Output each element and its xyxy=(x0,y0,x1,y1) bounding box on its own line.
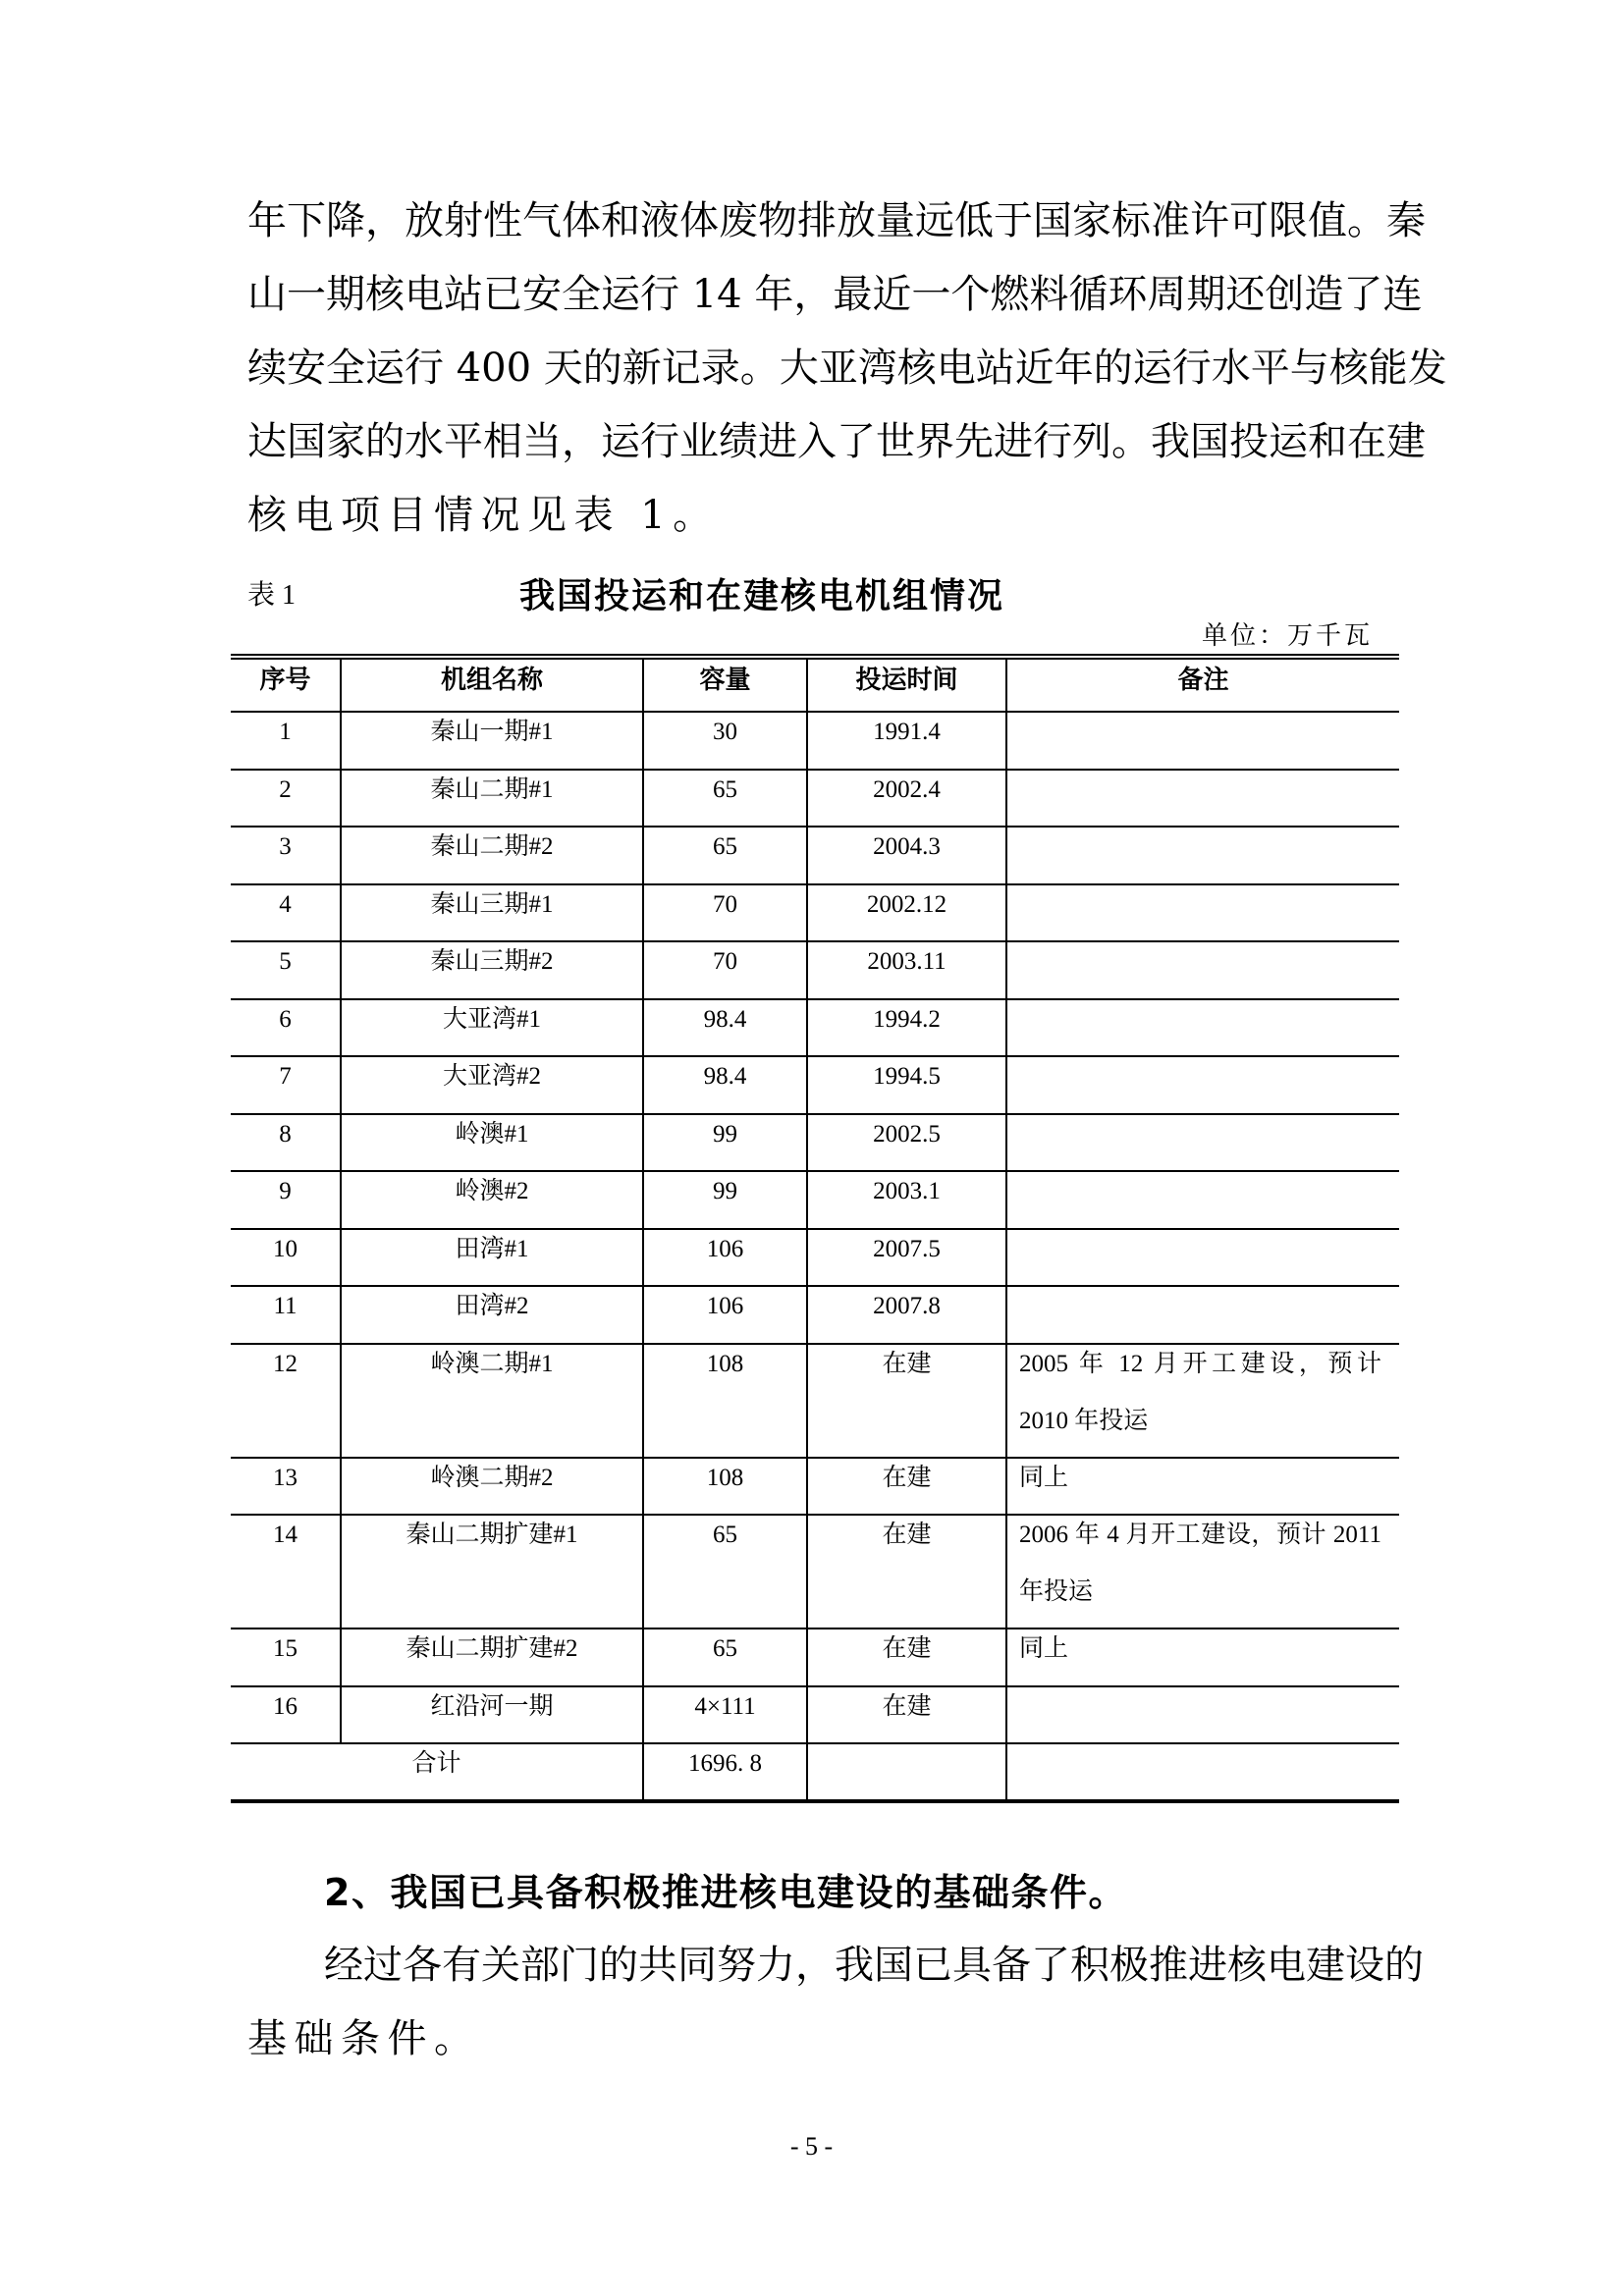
cell-name: 秦山三期#2 xyxy=(341,941,643,999)
cell-capacity: 106 xyxy=(643,1229,807,1287)
paragraph-line: 基础条件。 xyxy=(247,2016,481,2061)
paragraph-line: 山一期核电站已安全运行 14 年，最近一个燃料循环周期还创造了连 xyxy=(247,272,1423,317)
cell-date: 2003.11 xyxy=(807,941,1006,999)
cell-note xyxy=(1006,827,1399,884)
cell-capacity: 70 xyxy=(643,884,807,942)
cell-note xyxy=(1006,1229,1399,1287)
note-text: 同上 xyxy=(1019,1635,1069,1662)
cell-capacity: 108 xyxy=(643,1344,807,1458)
cell-no: 4 xyxy=(231,884,341,942)
table-row xyxy=(231,1114,1399,1172)
cell-name: 田湾#1 xyxy=(341,1229,643,1287)
table-row xyxy=(231,1515,1399,1629)
total-label: 合计 xyxy=(231,1743,643,1801)
table-row xyxy=(231,884,1399,942)
cell-no: 16 xyxy=(231,1686,341,1744)
cell-note xyxy=(1006,884,1399,942)
cell-date: 在建 xyxy=(807,1686,1006,1744)
note-text: 2006 年 4 月开工建设，预计 2011 年投运 xyxy=(1019,1522,1381,1605)
cell-capacity: 99 xyxy=(643,1171,807,1229)
table-row xyxy=(231,1686,1399,1744)
cell-note xyxy=(1006,1344,1399,1458)
cell-no: 3 xyxy=(231,827,341,884)
cell-capacity: 65 xyxy=(643,1629,807,1686)
cell-date: 2007.8 xyxy=(807,1286,1006,1344)
table-caption-label: 表 1 xyxy=(247,580,297,611)
cell-name: 红沿河一期 xyxy=(341,1686,643,1744)
table-row xyxy=(231,1056,1399,1114)
cell-name: 秦山二期扩建#2 xyxy=(341,1629,643,1686)
table-header-row xyxy=(231,657,1399,712)
cell-capacity: 70 xyxy=(643,941,807,999)
table-title: 我国投运和在建核电机组情况 xyxy=(518,576,1004,616)
cell-note xyxy=(1006,941,1399,999)
total-capacity: 1696. 8 xyxy=(643,1743,807,1801)
cell-capacity: 99 xyxy=(643,1114,807,1172)
note-text: 同上 xyxy=(1019,1464,1069,1491)
cell-no: 14 xyxy=(231,1515,341,1629)
cell-no: 6 xyxy=(231,999,341,1057)
paragraph-line: 续安全运行 400 天的新记录。大亚湾核电站近年的运行水平与核能发 xyxy=(247,346,1447,391)
section-heading: 2、我国已具备积极推进核电建设的基础条件。 xyxy=(324,1871,1127,1914)
total-note xyxy=(1006,1743,1399,1801)
table-body xyxy=(231,712,1399,1743)
cell-name: 秦山二期#1 xyxy=(341,770,643,828)
cell-capacity: 65 xyxy=(643,770,807,828)
cell-no: 11 xyxy=(231,1286,341,1344)
cell-note xyxy=(1006,1114,1399,1172)
cell-no: 15 xyxy=(231,1629,341,1686)
cell-note xyxy=(1006,1171,1399,1229)
total-date xyxy=(807,1743,1006,1801)
cell-capacity: 98.4 xyxy=(643,999,807,1057)
cell-name: 岭澳二期#1 xyxy=(341,1344,643,1458)
column-header-note: 备注 xyxy=(1006,657,1399,712)
cell-note xyxy=(1006,1515,1399,1629)
paragraph-line: 核电项目情况见表 1。 xyxy=(247,493,720,538)
paragraph-line: 经过各有关部门的共同努力，我国已具备了积极推进核电建设的 xyxy=(324,1943,1424,1988)
table-row xyxy=(231,1229,1399,1287)
cell-note xyxy=(1006,1686,1399,1744)
table-unit-label: 单位：万千瓦 xyxy=(1201,621,1373,651)
table-row xyxy=(231,712,1399,770)
cell-no: 8 xyxy=(231,1114,341,1172)
cell-note xyxy=(1006,712,1399,770)
page-number: - 5 - xyxy=(789,2132,834,2161)
cell-no: 9 xyxy=(231,1171,341,1229)
cell-capacity: 30 xyxy=(643,712,807,770)
cell-no: 2 xyxy=(231,770,341,828)
cell-date: 2002.5 xyxy=(807,1114,1006,1172)
cell-name: 岭澳#2 xyxy=(341,1171,643,1229)
cell-date: 2004.3 xyxy=(807,827,1006,884)
table-row xyxy=(231,827,1399,884)
cell-note xyxy=(1006,999,1399,1057)
table-row xyxy=(231,1629,1399,1686)
cell-date: 在建 xyxy=(807,1629,1006,1686)
table-row xyxy=(231,770,1399,828)
cell-name: 岭澳#1 xyxy=(341,1114,643,1172)
nuclear-units-table xyxy=(231,654,1399,1803)
cell-date: 在建 xyxy=(807,1458,1006,1516)
cell-capacity: 108 xyxy=(643,1458,807,1516)
cell-no: 13 xyxy=(231,1458,341,1516)
cell-name: 秦山二期扩建#1 xyxy=(341,1515,643,1629)
cell-capacity: 65 xyxy=(643,827,807,884)
table-row xyxy=(231,1344,1399,1458)
cell-note xyxy=(1006,1629,1399,1686)
column-header-name: 机组名称 xyxy=(341,657,643,712)
table-row xyxy=(231,941,1399,999)
cell-date: 在建 xyxy=(807,1515,1006,1629)
cell-date: 在建 xyxy=(807,1344,1006,1458)
cell-capacity: 65 xyxy=(643,1515,807,1629)
cell-capacity: 106 xyxy=(643,1286,807,1344)
cell-name: 田湾#2 xyxy=(341,1286,643,1344)
cell-capacity: 98.4 xyxy=(643,1056,807,1114)
cell-name: 大亚湾#1 xyxy=(341,999,643,1057)
note-text: 2005 年 12 月开工建设，预计 2010 年投运 xyxy=(1019,1350,1381,1434)
column-header-no: 序号 xyxy=(259,666,311,695)
cell-date: 1991.4 xyxy=(807,712,1006,770)
cell-no: 12 xyxy=(231,1344,341,1458)
table-row xyxy=(231,999,1399,1057)
paragraph-line: 达国家的水平相当，运行业绩进入了世界先进行列。我国投运和在建 xyxy=(247,419,1426,464)
cell-no: 5 xyxy=(231,941,341,999)
column-header-capacity: 容量 xyxy=(643,657,807,712)
cell-name: 秦山三期#1 xyxy=(341,884,643,942)
cell-date: 2002.4 xyxy=(807,770,1006,828)
cell-no: 10 xyxy=(231,1229,341,1287)
cell-date: 1994.5 xyxy=(807,1056,1006,1114)
paragraph-line: 年下降，放射性气体和液体废物排放量远低于国家标准许可限值。秦 xyxy=(247,198,1426,243)
cell-date: 2003.1 xyxy=(807,1171,1006,1229)
cell-name: 秦山一期#1 xyxy=(341,712,643,770)
table-total-row xyxy=(231,1743,1399,1801)
cell-name: 大亚湾#2 xyxy=(341,1056,643,1114)
cell-date: 2002.12 xyxy=(807,884,1006,942)
column-header-date: 投运时间 xyxy=(807,657,1006,712)
cell-name: 秦山二期#2 xyxy=(341,827,643,884)
cell-note xyxy=(1006,770,1399,828)
cell-date: 2007.5 xyxy=(807,1229,1006,1287)
cell-note xyxy=(1006,1056,1399,1114)
table-row xyxy=(231,1171,1399,1229)
cell-capacity: 4×111 xyxy=(643,1686,807,1744)
cell-date: 1994.2 xyxy=(807,999,1006,1057)
cell-no: 7 xyxy=(231,1056,341,1114)
cell-name: 岭澳二期#2 xyxy=(341,1458,643,1516)
cell-no: 1 xyxy=(231,712,341,770)
